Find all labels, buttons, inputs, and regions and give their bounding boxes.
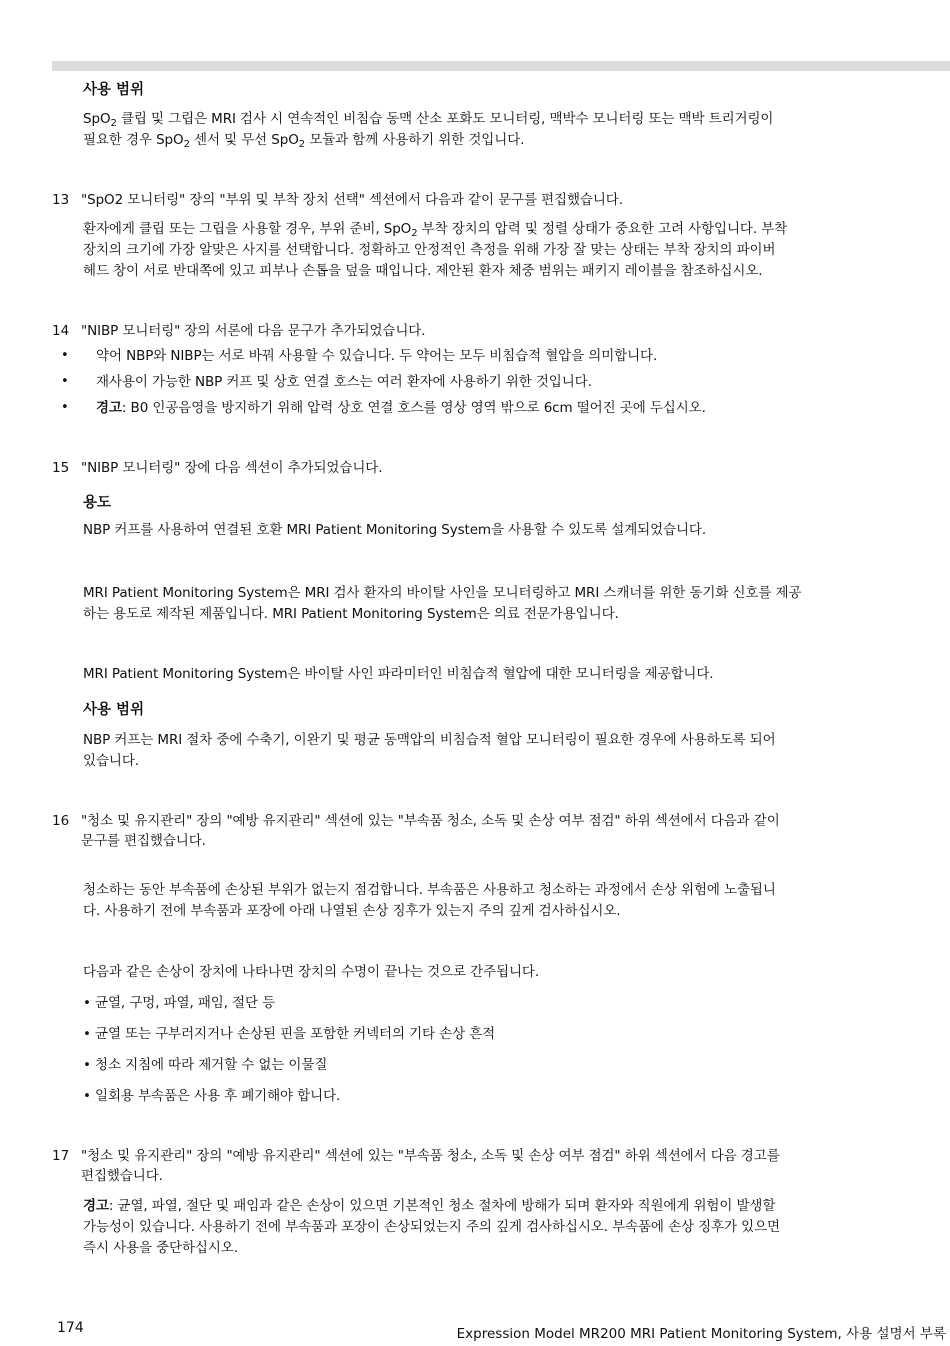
bullet-marker: • bbox=[61, 374, 69, 389]
warning-line: 가능성이 있습니다. 사용하기 전에 부속품과 포장이 손상되었는지 주의 깊게 검사하십시오. 부속품에 손상 징후가 있으면 bbox=[83, 1219, 780, 1235]
header-rule bbox=[52, 61, 950, 71]
bullet-text: 경고: B0 인공음영을 방지하기 위해 압력 상호 연결 호스를 영상 영역 밖으로 6cm 떨어진 곳에 두십시오. bbox=[96, 400, 706, 416]
paragraph-line: 필요한 경우 SpO$_2$ 센서 및 무선 SpO$_2$ 모듈과 함께 사용하기 위한 것입니다. bbox=[83, 132, 525, 150]
item-intro: "NIBP 모니터링" 장의 서론에 다음 문구가 추가되었습니다. bbox=[81, 323, 426, 339]
list-item: • 청소 지침에 따라 제거할 수 없는 이물질 bbox=[83, 1057, 328, 1073]
paragraph-line: 있습니다. bbox=[83, 753, 139, 769]
paragraph-line: 장치의 크기에 가장 알맞은 사지를 선택합니다. 정확하고 안정적인 측정을 위해 가장 잘 맞는 상태는 부착 장치의 파이버 bbox=[83, 242, 776, 258]
item-intro: "SpO2 모니터링" 장의 "부위 및 부착 장치 선택" 섹션에서 다음과 같이 문구를 편집했습니다. bbox=[81, 192, 623, 208]
page-number: 174 bbox=[57, 1320, 84, 1336]
list-item: • 일회용 부속품은 사용 후 폐기해야 합니다. bbox=[83, 1088, 341, 1104]
warning-label: 경고 bbox=[96, 400, 122, 416]
heading-scope-nbp: 사용 범위 bbox=[83, 702, 145, 718]
item-number: 15 bbox=[52, 460, 70, 476]
item-intro: "청소 및 유지관리" 장의 "예방 유지관리" 섹션에 있는 "부속품 청소, 소독 및 손상 여부 점검" 하위 섹션에서 다음 경고를 bbox=[81, 1148, 780, 1164]
item-number: 16 bbox=[52, 813, 70, 829]
item-intro: "NIBP 모니터링" 장에 다음 섹션이 추가되었습니다. bbox=[81, 460, 383, 476]
footer-title: Expression Model MR200 MRI Patient Monitoring System, 사용 설명서 부록 bbox=[456, 1326, 946, 1342]
heading-intended-use: 용도 bbox=[83, 495, 112, 511]
paragraph-line: NBP 커프는 MRI 절차 중에 수축기, 이완기 및 평균 동맥압의 비침습적 혈압 모니터링이 필요한 경우에 사용하도록 되어 bbox=[83, 732, 776, 748]
item-intro: 편집했습니다. bbox=[81, 1168, 163, 1184]
heading-scope-spo2: 사용 범위 bbox=[83, 82, 145, 98]
item-number: 14 bbox=[52, 323, 70, 339]
item-intro: "청소 및 유지관리" 장의 "예방 유지관리" 섹션에 있는 "부속품 청소, 소독 및 손상 여부 점검" 하위 섹션에서 다음과 같이 bbox=[81, 813, 780, 829]
paragraph-line: SpO$_2$ 클립 및 그립은 MRI 검사 시 연속적인 비침습 동맥 산소 포화도 모니터링, 맥박수 모니터링 또는 맥박 트리거링이 bbox=[83, 111, 774, 129]
paragraph-line: MRI Patient Monitoring System은 바이탈 사인 파라미터인 비침습적 혈압에 대한 모니터링을 제공합니다. bbox=[83, 666, 714, 682]
paragraph-line: MRI Patient Monitoring System은 MRI 검사 환자의 바이탈 사인을 모니터링하고 MRI 스캐너를 위한 동기화 신호를 제공 bbox=[83, 585, 802, 601]
bullet-marker: • bbox=[61, 348, 69, 363]
warning-label: 경고 bbox=[83, 1198, 109, 1214]
item-number: 17 bbox=[52, 1148, 70, 1164]
paragraph-line: 다. 사용하기 전에 부속품과 포장에 아래 나열된 손상 징후가 있는지 주의 깊게 검사하십시오. bbox=[83, 903, 621, 919]
item-number: 13 bbox=[52, 192, 70, 208]
warning-line: 경고: 균열, 파열, 절단 및 패임과 같은 손상이 있으면 기본적인 청소 절차에 방해가 되며 환자와 직원에게 위험이 발생할 bbox=[83, 1198, 776, 1214]
bullet-text: 재사용이 가능한 NBP 커프 및 상호 연결 호스는 여러 환자에 사용하기 위한 것입니다. bbox=[96, 374, 592, 390]
paragraph-line: 다음과 같은 손상이 장치에 나타나면 장치의 수명이 끝나는 것으로 간주됩니다. bbox=[83, 964, 540, 980]
paragraph-line: NBP 커프를 사용하여 연결된 호환 MRI Patient Monitoring System을 사용할 수 있도록 설계되었습니다. bbox=[83, 522, 707, 538]
paragraph-line: 하는 용도로 제작된 제품입니다. MRI Patient Monitoring System은 의료 전문가용입니다. bbox=[83, 606, 619, 622]
paragraph-line: 환자에게 클립 또는 그립을 사용할 경우, 부위 준비, SpO$_2$ 부착 장치의 압력 및 정렬 상태가 중요한 고려 사항입니다. 부착 bbox=[83, 221, 788, 239]
bullet-marker: • bbox=[61, 400, 69, 415]
paragraph-line: 헤드 창이 서로 반대쪽에 있고 피부나 손톱을 덮을 때입니다. 제안된 환자 체중 범위는 패키지 레이블을 참조하십시오. bbox=[83, 263, 763, 279]
item-intro: 문구를 편집했습니다. bbox=[81, 833, 206, 849]
list-item: • 균열, 구멍, 파열, 패임, 절단 등 bbox=[83, 995, 276, 1011]
paragraph-line: 청소하는 동안 부속품에 손상된 부위가 없는지 점검합니다. 부속품은 사용하고 청소하는 과정에서 손상 위험에 노출됩니 bbox=[83, 882, 776, 898]
list-item: • 균열 또는 구부러지거나 손상된 핀을 포함한 커넥터의 기타 손상 흔적 bbox=[83, 1026, 496, 1042]
warning-line: 즉시 사용을 중단하십시오. bbox=[83, 1240, 238, 1256]
bullet-text: 약어 NBP와 NIBP는 서로 바꿔 사용할 수 있습니다. 두 약어는 모두 비침습적 혈압을 의미합니다. bbox=[96, 348, 658, 364]
